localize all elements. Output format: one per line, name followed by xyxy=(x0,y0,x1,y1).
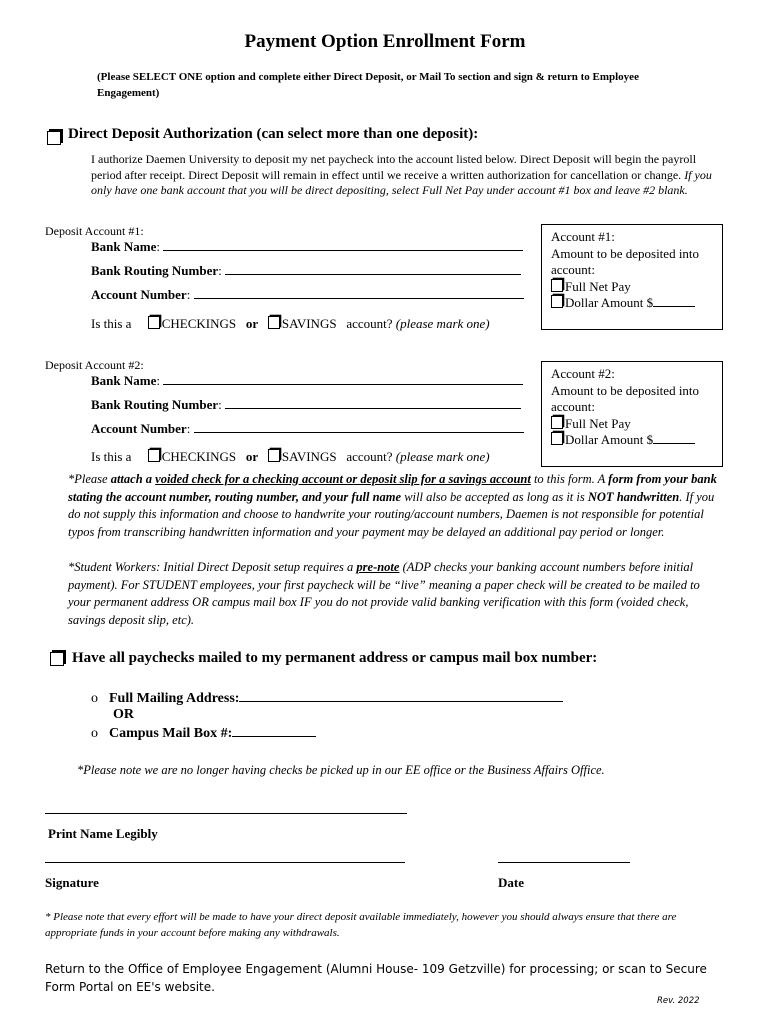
voided-check-note: *Please attach a voided check for a checking account or deposit slip for a savings account to this form. A form from your bank stating the account number, routing number, and your full name will also be accepted as long as it is NOT handwritten. If you do not supply this information and choose to handwrite your routing/account numbers, Daemen is not responsible for potential typos from transcribing handwritten information and your payment may be delayed an additional pay period or longer. xyxy=(68,472,717,540)
signature-label: Signature xyxy=(45,875,99,890)
deposit-account-1-label: Deposit Account #1: xyxy=(45,224,144,238)
deposit-account-2-label: Deposit Account #2: xyxy=(45,358,144,372)
bank-name-field-1[interactable]: Bank Name: xyxy=(91,239,523,255)
account-number-field-1[interactable]: Account Number: xyxy=(91,287,524,303)
or-label: OR xyxy=(113,707,134,722)
account-type-row-1: Is this a CHECKINGS or SAVINGS account? (please mark one) xyxy=(91,316,490,331)
savings-checkbox-1[interactable] xyxy=(268,316,280,329)
full-mailing-address-field[interactable]: o Full Mailing Address: xyxy=(91,690,563,707)
funds-availability-note: * Please note that every effort will be made to have your direct deposit available immediately, however you should always ensure that there are appropriate funds in your account before making any withdrawals. xyxy=(45,911,677,939)
pickup-note: *Please note we are no longer having checks be picked up in our EE office or the Business Affairs Office. xyxy=(77,763,605,777)
mail-paychecks-heading: Have all paychecks mailed to my permanent address or campus mail box number: xyxy=(72,650,598,666)
dollar-amount-checkbox-2[interactable] xyxy=(551,432,563,445)
full-net-pay-checkbox-1[interactable] xyxy=(551,279,563,292)
dollar-amount-checkbox-1[interactable] xyxy=(551,295,563,308)
authorization-text: I authorize Daemen University to deposit my net paycheck into the account listed below. Direct Deposit will begin the payroll period after receipt. Direct Deposit will remain in effect until we receive a written authorization for cancellation or change. If you only have one bank account that you will be direct depositing, select Full Net Pay under account #1 box and leave #2 blank. xyxy=(91,152,712,197)
print-name-line[interactable] xyxy=(45,813,407,814)
checking-checkbox-1[interactable] xyxy=(148,316,160,329)
form-title: Payment Option Enrollment Form xyxy=(244,31,526,52)
savings-checkbox-2[interactable] xyxy=(268,449,280,462)
print-name-label: Print Name Legibly xyxy=(48,826,158,841)
revision-label: Rev. 2022 xyxy=(657,996,700,1006)
direct-deposit-checkbox[interactable] xyxy=(47,131,61,145)
form-instructions: (Please SELECT ONE option and complete either Direct Deposit, or Mail To section and sign & return to Employee Engagement) xyxy=(97,71,639,99)
routing-number-field-1[interactable]: Bank Routing Number: xyxy=(91,263,521,279)
date-label: Date xyxy=(498,875,524,890)
full-net-pay-checkbox-2[interactable] xyxy=(551,416,563,429)
student-workers-note: *Student Workers: Initial Direct Deposit setup requires a pre-note (ADP checks your banking account numbers before initial payment). For STUDENT employees, your first paycheck will be “live” meaning a paper check will be created to be mailed to your permanent address OR campus mail box IF you do not provide valid banking verification with this form (voided check, savings deposit slip, etc). xyxy=(68,560,700,628)
return-instructions: Return to the Office of Employee Engagement (Alumni House- 109 Getzville) for processing; or scan to Secure Form Portal on EE's website. xyxy=(45,962,707,994)
account-2-amount-box: Account #2: Amount to be deposited into account: Full Net Pay Dollar Amount $ xyxy=(541,361,723,467)
account-1-amount-box: Account #1: Amount to be deposited into account: Full Net Pay Dollar Amount $ xyxy=(541,224,723,330)
campus-mail-box-field[interactable]: o Campus Mail Box #: xyxy=(91,725,316,742)
date-line[interactable] xyxy=(498,862,630,863)
direct-deposit-heading: Direct Deposit Authorization (can select more than one deposit): xyxy=(68,126,479,142)
bank-name-field-2[interactable]: Bank Name: xyxy=(91,373,523,389)
checking-checkbox-2[interactable] xyxy=(148,449,160,462)
signature-line[interactable] xyxy=(45,862,405,863)
account-type-row-2: Is this a CHECKINGS or SAVINGS account? (please mark one) xyxy=(91,449,490,464)
routing-number-field-2[interactable]: Bank Routing Number: xyxy=(91,397,521,413)
mail-paychecks-checkbox[interactable] xyxy=(50,652,64,666)
account-number-field-2[interactable]: Account Number: xyxy=(91,421,524,437)
